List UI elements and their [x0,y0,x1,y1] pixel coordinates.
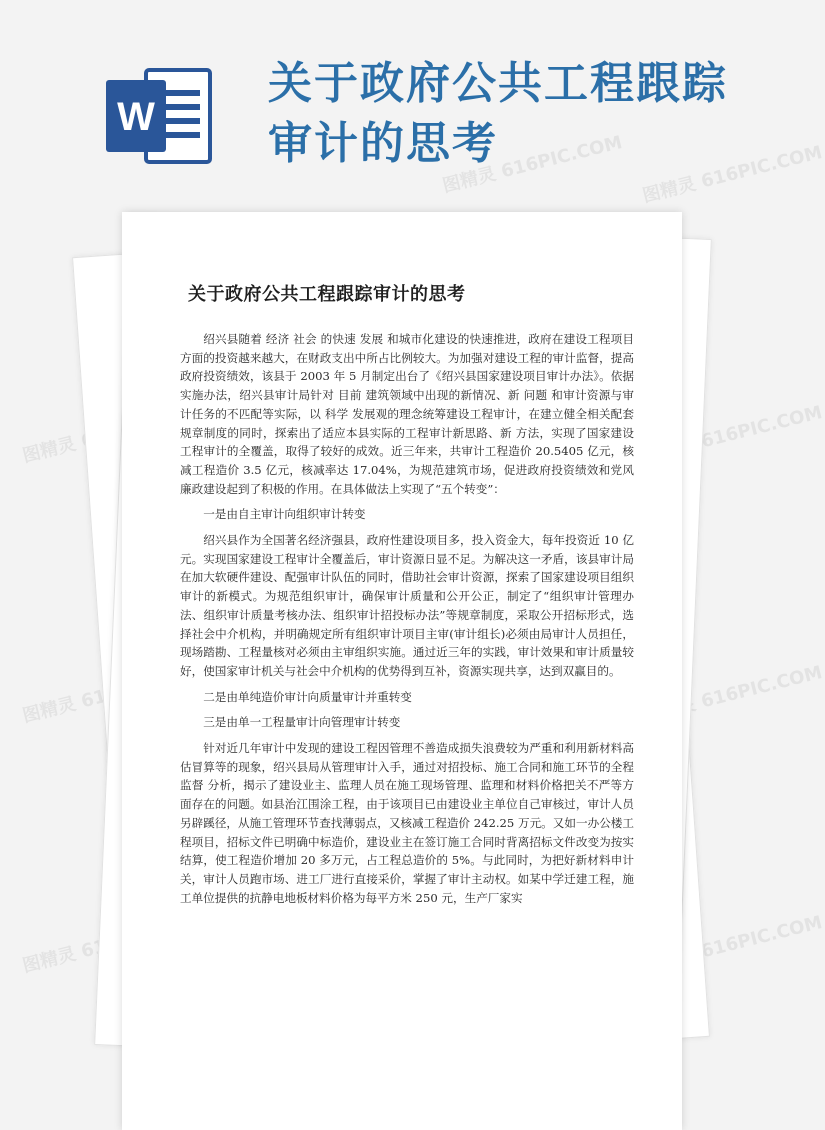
paragraph: 绍兴县作为全国著名经济强县，政府性建设项目多，投入资金大，每年投资近 10 亿元。实现国家建设工程审计全覆盖后，审计资源日显不足。为解决这一矛盾，该县审计局在加大软硬件建设、配强审计队伍的同时，借助社会审计资源，探索了国家建设项目组织审计的新模式。为规范组织审计，确保审计质量和公开公正，制定了“组织审计管理办法、组织审计质量考核办法、组织审计招投标办法”等规章制度，采取公开招标形式，选择社会中介机构，并明确规定所有组织审计项目主审(审计组长)必须由局审计人员担任，现场踏勘、工程量核对必须由主审组织实施。通过近三年的实践，审计效果和审计质量较好，使国家审计机关与社会中介机构的优势得到互补，资源实现共享，达到双赢目的。 [180,533,634,678]
watermark: 图精灵 [20,943,79,977]
section-heading: 二是由单纯造价审计向质量审计并重转变 [203,689,412,704]
word-document-icon [106,66,214,166]
section-heading: 一是由自主审计向组织审计转变 [203,507,366,522]
watermark: 图精灵 616PIC.COM [640,911,825,977]
document-page [122,212,682,1130]
watermark: 图精灵 616PIC.COM [440,131,625,197]
paragraph: 针对近几年审计中发现的建设工程因管理不善造成损失浪费较为严重和利用新材料高估冒算等的现象，绍兴县局从管理审计入手，通过对招投标、施工合同和施工环节的全程监督 分析，揭示了建设业主、监理人员在施工现场管理、监理和材料价格把关不严等方面存在的问题。如县治江围涂工程，由于该项目已由建设业主单位自己审核过，审计人员另辟蹊径，从施工管理环节查找薄弱点，又核减工程造价 242.25 万元。又如一办公楼工程项目，招标文件已明确中标造价，建设业主在签订施工合同时背离招标文件改变为按实结算，使工程造价增加 20 多万元，占工程总造价的 5%。与此同时，为把好新材料申计关，审计人员跑市场、进工厂进行直接采价，掌握了审计主动权。如某中学迁建工程，施工单位提供的抗静电地板材料价格为每平方米 250 元，生产厂家实 [180,741,634,905]
watermark: 图精灵 616PIC.COM [640,401,825,467]
watermark: 图精灵 616PIC.COM [640,141,825,207]
banner-title: 关于政府公共工程跟踪审计的思考 [268,58,728,169]
section-heading: 三是由单一工程量审计向管理审计转变 [203,715,401,730]
watermark: 图精灵 616PIC.COM [640,661,825,727]
watermark: 图精灵 [20,693,79,727]
document-title: 关于政府公共工程跟踪审计的思考 [188,284,466,305]
paragraph: 绍兴县随着 经济 社会 的快速 发展 和城市化建设的快速推进，政府在建设工程项目方面的投资越来越大，在财政支出中所占比例较大。为加强对建设工程的审计监督，提高政府投资绩效，该县于 2003 年 5 月制定出台了《绍兴县国家建设项目审计办法》。依据实施办法，绍兴县审计局针对 目前 建筑领域中出现的新情况、新 问题 和审计资源与审计任务的不匹配等实际，以 科学 发展观的理念统筹建设工程审计，在建立健全相关配套规章制度的同时，探索出了适应本县实际的工程审计新思路、新 方法，实现了国家建设工程审计的全覆盖，取得了较好的成效。近三年来，共审计工程造价 20.5405 亿元，核减工程造价 3.5 亿元，核减率达 17.04%，为规范建筑市场，促进政府投资绩效和党风廉政建设起到了积极的作用。在具体做法上实现了“五个转变”： [180,332,634,496]
document-body [180,330,634,912]
word-letter: W [117,95,155,139]
watermark: 图精灵 [20,433,79,467]
